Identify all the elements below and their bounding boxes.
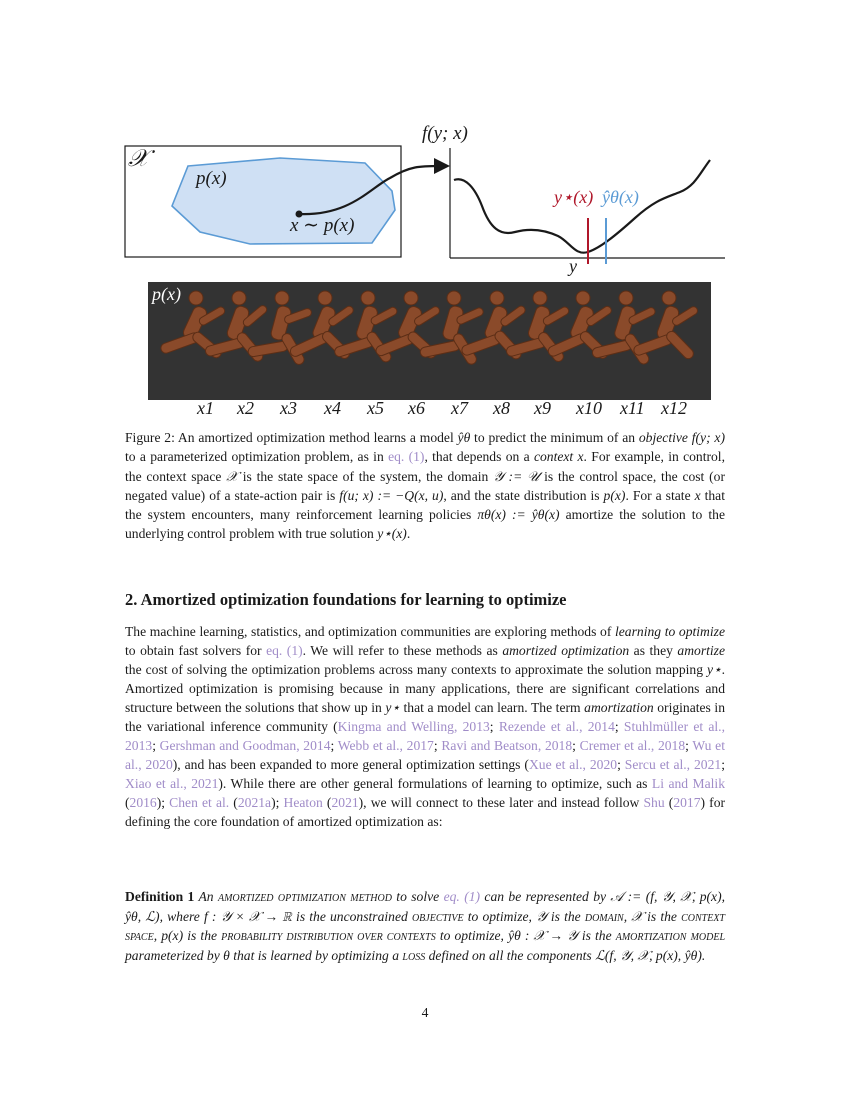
body-emphasis: amortization [584,700,654,715]
caption-text: amortize the solution to the underlying control problem with true solution [125,507,726,542]
separator: ; [721,757,725,772]
citation-link[interactable]: Kingma and Welling, 2013 [337,719,490,734]
robot-figures [148,282,711,400]
definition-text: is the [546,908,585,924]
separator: ; [685,738,693,753]
robot-figure [591,291,656,366]
citation-link[interactable]: Shu [643,795,665,810]
caption-math: πθ(x) := ŷθ(x) [477,507,560,523]
citation-link[interactable]: Rezende et al., 2014 [498,719,615,734]
definition-math: ℒ(f, 𝒴, 𝒳, p(x), ŷθ) [595,947,702,963]
caption-math: 𝒳 [226,468,238,484]
body-emphasis: amortize [677,643,725,658]
definition-term: domain [584,908,624,924]
definition-term: probability distribution over contexts [221,928,436,943]
distribution-label: p(x) [196,168,227,189]
definition-text: , [153,928,162,943]
citation-link[interactable]: Stuhlmüller et al., 2013 [125,719,725,753]
figure-2 [120,118,732,423]
body-text: ); [156,795,170,810]
caption-math: 𝒴 := 𝒰 [493,468,540,484]
definition-term: loss [402,947,426,963]
context-label: x9 [534,398,551,418]
definition-text: to optimize, [435,928,509,943]
body-math: y⋆ [707,662,722,677]
separator: ; [152,738,160,753]
citation-link[interactable]: 2021a [237,795,272,810]
context-label: x11 [620,398,645,418]
caption-math: f(u; x) := −Q(x, u) [339,487,444,503]
separator: ; [572,738,580,753]
robot-samples-panel [148,282,711,400]
body-text: ); [271,795,284,810]
body-text: . We will refer to these methods as [302,643,503,658]
definition-title: Definition 1 [125,889,195,904]
body-text: that a model can learn. The term [399,700,585,715]
separator: ; [489,719,499,734]
y-axis-label: y [569,256,577,276]
definition-text: , [623,908,632,924]
definition-text: , where [159,908,204,924]
citation-link[interactable]: Cremer et al., 2018 [579,738,686,753]
caption-emphasis: context [533,449,574,465]
definition-math: p(x) [161,928,184,943]
context-label: x1 [197,398,214,418]
body-text: originates in the variational inference community ( [125,700,725,734]
citation-link[interactable]: Sercu et al., 2021 [624,757,722,772]
arrowhead [434,158,450,174]
citation-link[interactable]: Wu et al., 2020 [125,738,725,772]
body-text: . Amortized optimization is promising because in many applications, there are significant correlations and structure between the solutions that show up in [125,662,725,715]
definition-text: defined on all the components [425,947,596,963]
equation-link[interactable]: eq. (1) [388,449,425,465]
definition-text: is the [577,928,616,943]
model-label: ŷθ(x) [602,187,639,207]
separator: ; [617,757,625,772]
citation-link[interactable]: Heaton [283,795,323,810]
caption-text: to a parameterized optimization problem, as in [125,449,389,465]
definition-text: . [701,947,706,963]
context-label: x12 [661,398,687,418]
body-text: ( [664,795,674,810]
caption-text: , and the state distribution is [443,487,604,503]
robot-figure [632,291,698,361]
definition-text: An [194,889,218,904]
definition-text: to solve [391,889,444,904]
separator: ; [433,738,442,753]
context-label: x6 [408,398,425,418]
definition-math: 𝒳 [631,908,643,924]
separator: ; [330,738,338,753]
definition-term: amortized optimization method [217,889,392,904]
sample-label: x ∼ p(x) [290,215,355,236]
caption-text: . [406,526,411,542]
citation-link[interactable]: Chen et al. [169,795,230,810]
citation-link[interactable]: Xue et al., 2020 [528,757,618,772]
citation-link[interactable]: Ravi and Beatson, 2018 [441,738,573,753]
definition-math: ŷθ : 𝒳 → 𝒴 [508,928,578,943]
citation-link[interactable]: 2017 [673,795,701,810]
definition-math: 𝒜 := (f, 𝒴, 𝒳, p(x), ŷθ, ℒ) [125,889,726,924]
body-text: ). While there are other general formulations of learning to optimize, such as [218,776,652,791]
caption-math: f(y; x) [687,430,725,445]
citation-link[interactable]: Xiao et al., 2021 [125,776,219,791]
definition-math: f : 𝒴 × 𝒳 → ℝ [203,908,292,924]
objective-label: f(y; x) [422,123,468,144]
body-paragraph [125,622,725,831]
body-text: ( [229,795,238,810]
citation-link[interactable]: 2016 [129,795,157,810]
context-space-label: 𝒳 [128,146,149,172]
context-label: x3 [280,398,297,418]
context-label: x2 [237,398,254,418]
optimum-label: y⋆(x) [554,187,594,207]
robot-figure [247,291,312,366]
body-text: the cost of solving the optimization problems across many contexts to approximate the solution mapping [125,662,708,677]
caption-emphasis: objective [638,430,688,445]
caption-text: . For example, in control, the context space [125,449,725,484]
body-math: y⋆ [385,700,400,715]
definition-text: is the [183,928,222,943]
body-emphasis: learning to optimize [615,624,725,639]
definition-term: amortization model [615,928,726,943]
robot-figure [419,291,484,366]
definition-block [125,887,725,965]
body-text: to obtain fast solvers for [125,643,267,658]
body-text: ( [125,795,130,810]
definition-text: is the unconstrained [291,908,412,924]
body-text: as they [629,643,678,658]
body-emphasis: amortized optimization [502,643,630,658]
body-text: ), and has been expanded to more general optimization settings ( [172,757,529,772]
context-label: x8 [493,398,510,418]
body-text: ), we will connect to these later and instead follow [358,795,644,810]
citation-link[interactable]: Li and Malik [651,776,725,791]
definition-text: parameterized by θ that is learned by optimizing a [125,947,403,963]
caption-math: x [573,449,584,465]
equation-link[interactable]: eq. (1) [266,643,303,658]
definition-term: context space [125,908,725,943]
context-label: x5 [367,398,384,418]
caption-text: is the state space of the system, the domain [237,468,494,484]
equation-link[interactable]: eq. (1) [443,889,481,904]
caption-math: p(x) [603,487,626,503]
context-label: x7 [451,398,468,418]
context-label: x10 [576,398,602,418]
caption-math: ŷθ [457,430,471,445]
caption-text: Figure 2: An amortized optimization method learns a model [125,430,458,445]
robot-panel-label: p(x) [152,284,181,304]
definition-text: can be represented by [480,889,611,904]
citation-link[interactable]: Gershman and Goodman, 2014 [159,738,331,753]
separator: ; [614,719,624,734]
caption-math: x [694,487,701,503]
definition-math: 𝒴 [536,908,547,924]
body-text: The machine learning, statistics, and optimization communities are exploring methods of [125,624,615,639]
definition-text: to optimize, [463,908,537,924]
citation-link[interactable]: Webb et al., 2017 [337,738,434,753]
caption-text: that the system encounters, many reinforcement learning policies [125,487,725,523]
page-number: 4 [421,1005,429,1020]
citation-link[interactable]: 2021 [331,795,359,810]
definition-term: objective [411,908,464,924]
body-text: ( [322,795,332,810]
section-title: 2. Amortized optimization foundations for learning to optimize [125,590,567,609]
context-label: x4 [324,398,341,418]
caption-text: . For a state [625,487,695,503]
caption-math: y⋆(x) [377,526,407,542]
caption-text: is the control space, the cost (or negated value) of a state-action pair is [125,468,725,503]
caption-text: to predict the minimum of an [470,430,639,445]
caption-text: , that depends on a [424,449,534,465]
body-text: ) for defining the core foundation of amortized optimization as: [125,795,726,829]
context-labels [194,398,714,426]
figure-caption [125,428,725,544]
definition-text: is the [642,908,682,924]
